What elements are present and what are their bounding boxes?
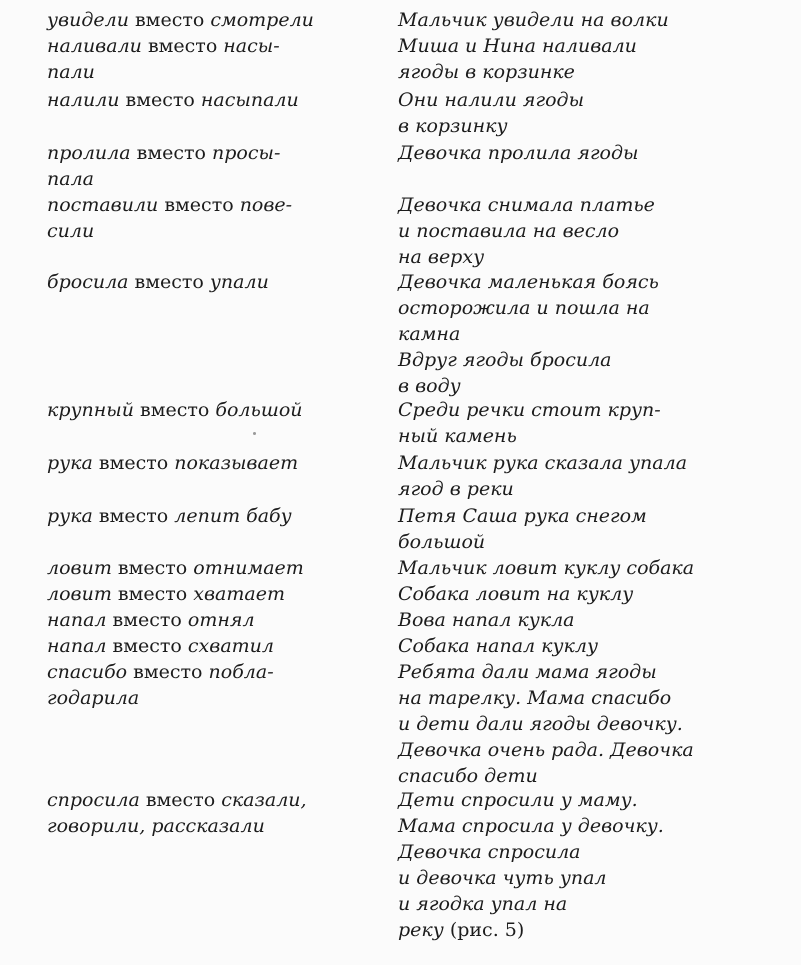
text-line <box>398 397 661 423</box>
text-line <box>398 763 694 789</box>
text-segment: вместо <box>130 142 212 164</box>
text-line <box>398 685 694 711</box>
text-segment: ный камень <box>398 425 517 447</box>
text-line <box>398 295 659 321</box>
text-line <box>398 113 584 139</box>
text-line <box>47 450 298 476</box>
text-segment: в корзинку <box>398 115 508 137</box>
text-line <box>47 503 292 529</box>
text-segment: насы- <box>223 35 280 57</box>
example-sentence <box>398 787 664 943</box>
word-substitution <box>47 269 269 295</box>
text-segment: Дети спросили у маму. <box>398 789 638 811</box>
text-segment: сили <box>47 220 95 242</box>
text-segment: смотрели <box>210 9 314 31</box>
text-line <box>398 529 647 555</box>
text-line <box>47 269 269 295</box>
word-substitution <box>47 397 303 423</box>
text-segment: осторожила и пошла на <box>398 297 650 319</box>
text-segment: крупный <box>47 399 134 421</box>
text-segment: упали <box>209 271 269 293</box>
text-line <box>398 581 633 607</box>
text-segment: лепит бабу <box>174 505 292 527</box>
print-speck <box>253 432 256 435</box>
text-segment: и дети дали ягоды девочку. <box>398 713 683 735</box>
text-segment: насыпали <box>200 89 299 111</box>
text-segment: вместо <box>134 399 216 421</box>
text-segment: напал <box>47 609 107 631</box>
text-segment: вместо <box>92 452 175 474</box>
text-segment: вместо <box>106 635 188 657</box>
text-segment: на верху <box>398 246 485 268</box>
word-substitution <box>47 659 274 711</box>
word-substitution <box>47 140 280 192</box>
example-sentence <box>398 7 669 33</box>
text-line <box>398 711 694 737</box>
text-line <box>398 917 664 943</box>
text-segment: спасибо <box>47 661 128 683</box>
example-sentence <box>398 192 655 270</box>
text-segment: наливали <box>47 35 142 57</box>
text-segment: пролила <box>47 142 131 164</box>
text-segment: говорили, рассказали <box>47 815 265 837</box>
text-segment: Вова напал кукла <box>398 609 575 631</box>
example-sentence <box>398 450 687 502</box>
text-line <box>47 59 280 85</box>
text-segment: большой <box>398 531 486 553</box>
text-line <box>398 87 584 113</box>
text-segment: Мальчик рука сказала упала <box>398 452 688 474</box>
text-segment: в воду <box>398 375 461 397</box>
text-segment: реку <box>398 919 444 941</box>
text-line <box>398 423 661 449</box>
text-segment: Девочка спросила <box>398 841 581 863</box>
text-line <box>398 607 575 633</box>
text-line <box>47 659 274 685</box>
text-segment: спросила <box>47 789 140 811</box>
text-segment: отнимает <box>193 557 304 579</box>
text-segment: и поставила на весло <box>398 220 620 242</box>
text-line <box>398 218 655 244</box>
text-segment: Петя Саша рука снегом <box>398 505 647 527</box>
text-segment: ягоды в корзинке <box>398 61 575 83</box>
text-line <box>398 891 664 917</box>
text-line <box>47 166 280 192</box>
text-line <box>398 347 659 373</box>
text-line <box>398 7 669 33</box>
text-line <box>398 59 637 85</box>
text-segment: Собака напал куклу <box>398 635 598 657</box>
text-line <box>398 192 655 218</box>
text-segment: отнял <box>187 609 255 631</box>
text-segment: хватает <box>193 583 285 605</box>
text-segment: пали <box>47 61 95 83</box>
text-segment: пове- <box>239 194 293 216</box>
text-line <box>398 269 659 295</box>
example-sentence <box>398 87 584 139</box>
text-line <box>398 659 694 685</box>
text-segment: Девочка пролила ягоды <box>398 142 639 164</box>
example-sentence <box>398 269 659 399</box>
text-segment: сказали, <box>221 789 307 811</box>
text-segment: показывает <box>174 452 299 474</box>
text-line <box>398 555 694 581</box>
text-segment: годарила <box>47 687 140 709</box>
word-substitution <box>47 192 292 244</box>
word-substitution <box>47 87 299 113</box>
text-line <box>47 7 314 33</box>
text-segment: вместо <box>141 35 224 57</box>
text-segment: ловит <box>47 583 112 605</box>
word-substitution <box>47 7 314 33</box>
text-line <box>398 839 664 865</box>
example-sentence <box>398 581 633 607</box>
text-line <box>398 373 659 399</box>
text-segment: вместо <box>128 271 210 293</box>
text-segment: вместо <box>92 505 175 527</box>
example-sentence <box>398 659 694 789</box>
text-line <box>47 397 303 423</box>
text-segment: налили <box>47 89 120 111</box>
text-line <box>47 607 255 633</box>
text-segment: и девочка чуть упал <box>398 867 607 889</box>
text-segment: напал <box>47 635 107 657</box>
text-line <box>47 581 285 607</box>
example-sentence <box>398 503 647 555</box>
text-line <box>398 865 664 891</box>
word-substitution <box>47 581 285 607</box>
text-line <box>47 555 304 581</box>
text-line <box>398 787 664 813</box>
text-segment: Собака ловит на куклу <box>398 583 634 605</box>
text-line <box>47 33 280 59</box>
text-segment: на тарелку. Мама спасибо <box>398 687 672 709</box>
text-segment: вместо <box>128 9 211 31</box>
example-sentence <box>398 33 637 85</box>
word-substitution <box>47 787 307 839</box>
text-segment: Мама спросила у девочку. <box>398 815 664 837</box>
text-segment: вместо <box>158 194 240 216</box>
word-substitution <box>47 33 280 85</box>
text-segment: (рис. 5) <box>443 919 525 941</box>
text-segment: поставили <box>47 194 159 216</box>
text-segment: бросила <box>47 271 129 293</box>
text-line <box>47 87 299 113</box>
text-line <box>398 450 687 476</box>
text-segment: вместо <box>139 789 222 811</box>
text-segment: Среди речки стоит круп- <box>398 399 661 421</box>
text-segment: Девочка снимала платье <box>398 194 655 216</box>
text-line <box>398 737 694 763</box>
text-line <box>47 787 307 813</box>
text-line <box>398 503 647 529</box>
text-line <box>47 633 274 659</box>
text-segment: рука <box>47 505 93 527</box>
example-sentence <box>398 633 598 659</box>
example-sentence <box>398 555 694 581</box>
text-line <box>47 140 280 166</box>
text-segment: большой <box>215 399 303 421</box>
text-segment: спасибо дети <box>398 765 538 787</box>
text-segment: ловит <box>47 557 112 579</box>
text-line <box>398 140 639 166</box>
text-segment: вместо <box>111 583 194 605</box>
example-sentence <box>398 140 639 166</box>
text-segment: ягод в реки <box>398 478 514 500</box>
word-substitution <box>47 503 292 529</box>
text-segment: вместо <box>106 609 188 631</box>
text-segment: увидели <box>47 9 129 31</box>
example-sentence <box>398 397 661 449</box>
text-line <box>398 33 637 59</box>
text-segment: рука <box>47 452 93 474</box>
text-line <box>398 633 598 659</box>
text-segment: Девочка маленькая боясь <box>398 271 659 293</box>
text-segment: и ягодка упал на <box>398 893 568 915</box>
text-segment: Миша и Нина наливали <box>398 35 637 57</box>
text-segment: Мальчик ловит куклу собака <box>398 557 695 579</box>
text-segment: пала <box>47 168 94 190</box>
text-segment: Девочка очень рада. Девочка <box>398 739 694 761</box>
text-line <box>47 218 292 244</box>
text-segment: побла- <box>208 661 274 683</box>
text-line <box>47 685 274 711</box>
word-substitution <box>47 555 304 581</box>
text-segment: Мальчик увидели на волки <box>398 9 669 31</box>
text-line <box>47 813 307 839</box>
text-segment: вместо <box>119 89 201 111</box>
text-segment: просы- <box>212 142 281 164</box>
text-line <box>398 321 659 347</box>
text-segment: Вдруг ягоды бросила <box>398 349 612 371</box>
word-substitution <box>47 633 274 659</box>
text-segment: вместо <box>111 557 194 579</box>
text-segment: схватил <box>187 635 274 657</box>
text-segment: Они налили ягоды <box>398 89 585 111</box>
word-substitution <box>47 607 255 633</box>
word-substitution <box>47 450 298 476</box>
text-segment: Ребята дали мама ягоды <box>398 661 657 683</box>
example-sentence <box>398 607 575 633</box>
text-segment: вместо <box>127 661 209 683</box>
text-segment: камна <box>398 323 461 345</box>
text-line <box>398 813 664 839</box>
text-line <box>47 192 292 218</box>
text-line <box>398 244 655 270</box>
text-line <box>398 476 687 502</box>
